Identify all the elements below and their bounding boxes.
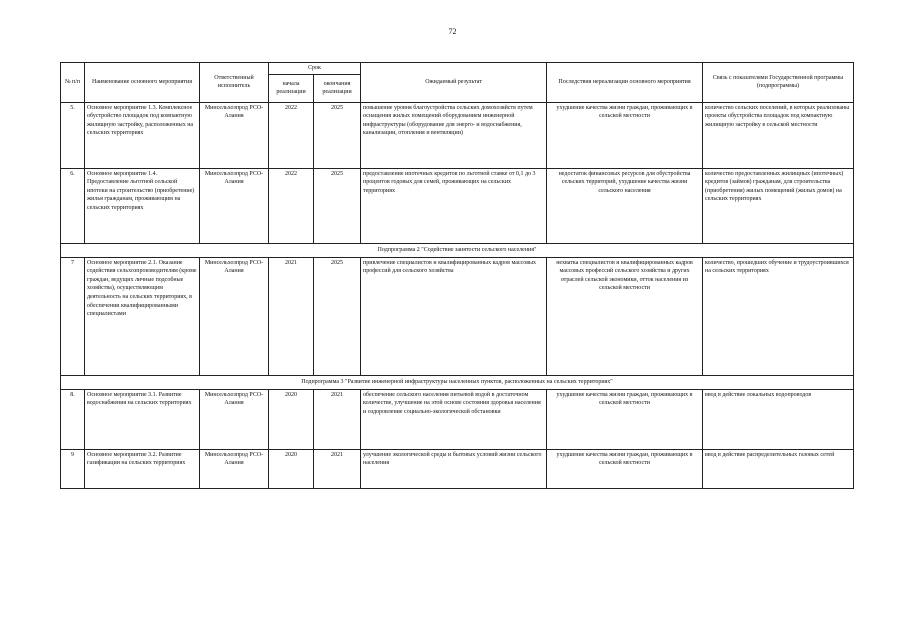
- row-consequences: недостаток финансовых ресурсов для обустройства сельских территорий, ухудшение качества жизни сельского населения: [547, 168, 703, 243]
- row-link: ввод в действие локальных водопроводов: [703, 389, 854, 449]
- header-name: Наименование основного мероприятия: [85, 63, 200, 103]
- row-end: 2021: [314, 449, 361, 488]
- activities-table: [60, 62, 854, 489]
- row-result: улучшение экологической среды и бытовых условий жизни сельского населения: [361, 449, 547, 488]
- row-num: 7: [61, 257, 85, 375]
- row-consequences: ухудшение качества жизни граждан, проживающих в сельской местности: [547, 389, 703, 449]
- row-link: ввод в действие распределительных газовых сетей: [703, 449, 854, 488]
- subprogram-2-title: Подпрограмма 2 "Содействие занятости сельского населения": [61, 243, 854, 257]
- row-responsible: Минсельхозпрод РСО-Алания: [200, 257, 269, 375]
- subprogram-row: [61, 375, 854, 389]
- row-responsible: Минсельхозпрод РСО-Алания: [200, 449, 269, 488]
- header-start: начала реализации: [269, 74, 314, 102]
- row-link: количество сельских поселений, в которых реализованы проекты обустройства площадок под компактную жилищную застройку в сельской местности: [703, 102, 854, 168]
- row-start: 2021: [269, 257, 314, 375]
- subprogram-3-title: Подпрограмма 3 "Развитие инженерной инфраструктуры населенных пунктов, расположенных на сельских территориях": [61, 375, 854, 389]
- table-row: [61, 102, 854, 168]
- row-start: 2020: [269, 389, 314, 449]
- row-name: Основное мероприятие 2.1. Оказание содействия сельхозпроизводителям (кроме граждан, ведущих личные подсобные хозяйства), осуществляющим деятельность на сельских территориях, в обеспечении квалифицированными специалистами: [85, 257, 200, 375]
- row-link: количество, прошедших обучение и трудоустроившихся на сельских территориях: [703, 257, 854, 375]
- row-name: Основное мероприятие 1.4. Предоставление льготной сельской ипотеки на строительство (приобретение) жилья гражданам, проживающим на сельских территориях: [85, 168, 200, 243]
- row-name: Основное мероприятие 3.2. Развитие газификации на сельских территориях: [85, 449, 200, 488]
- header-term: Срок: [269, 63, 361, 75]
- subprogram-row: [61, 243, 854, 257]
- row-consequences: нехватка специалистов и квалифицированных кадров массовых профессий сельского хозяйства и других отраслей сельской экономики, отток населения из сельской местности: [547, 257, 703, 375]
- row-consequences: ухудшение качества жизни граждан, проживающих в сельской местности: [547, 449, 703, 488]
- row-start: 2020: [269, 449, 314, 488]
- row-name: Основное мероприятие 3.1. Развитие водоснабжения на сельских территориях: [85, 389, 200, 449]
- row-end: 2025: [314, 257, 361, 375]
- header-link: Связь с показателями Государственной программы (подпрограммы): [703, 63, 854, 103]
- row-result: предоставление ипотечных кредитов по льготной ставке от 0,1 до 3 процентов годовых для семей, проживающих на сельских территориях: [361, 168, 547, 243]
- row-responsible: Минсельхозпрод РСО-Алания: [200, 102, 269, 168]
- table-row: [61, 389, 854, 449]
- row-link: количество предоставленных жилищных (ипотечных) кредитов (займов) гражданам, для строительства (приобретения) жилых помещений (жилых домов) на сельских территориях: [703, 168, 854, 243]
- row-result: обеспечение сельского населения питьевой водой в достаточном количестве, улучшение на этой основе состояния здоровья населения и оздоровление социально-экологической обстановки: [361, 389, 547, 449]
- header-num: № п/п: [61, 63, 85, 103]
- row-num: 8.: [61, 389, 85, 449]
- table-row: [61, 168, 854, 243]
- header-result: Ожидаемый результат: [361, 63, 547, 103]
- row-responsible: Минсельхозпрод РСО-Алания: [200, 389, 269, 449]
- row-end: 2025: [314, 102, 361, 168]
- row-num: 9: [61, 449, 85, 488]
- row-end: 2021: [314, 389, 361, 449]
- row-start: 2022: [269, 168, 314, 243]
- row-end: 2025: [314, 168, 361, 243]
- row-name: Основное мероприятие 1.3. Комплексное обустройство площадок под компактную жилищную застройку, расположенных на сельских территориях: [85, 102, 200, 168]
- table-row: [61, 449, 854, 488]
- row-num: 5.: [61, 102, 85, 168]
- header-end: окончания реализации: [314, 74, 361, 102]
- row-responsible: Минсельхозпрод РСО-Алания: [200, 168, 269, 243]
- table-row: [61, 257, 854, 375]
- header-responsible: Ответственный исполнитель: [200, 63, 269, 103]
- row-start: 2022: [269, 102, 314, 168]
- row-result: привлечение специалистов и квалифицированных кадров массовых профессий для сельского хозяйства: [361, 257, 547, 375]
- header-consequences: Последствия нереализации основного мероприятия: [547, 63, 703, 103]
- row-num: 6.: [61, 168, 85, 243]
- row-consequences: ухудшение качества жизни граждан, проживающих в сельской местности: [547, 102, 703, 168]
- row-result: повышение уровня благоустройства сельских домохозяйств путем оснащения жилых помещений оборудованием инженерной инфраструктуры (оборудование для энерго- и водоснабжения, канализации, отопления и вентиляции): [361, 102, 547, 168]
- page-number: 72: [448, 27, 457, 36]
